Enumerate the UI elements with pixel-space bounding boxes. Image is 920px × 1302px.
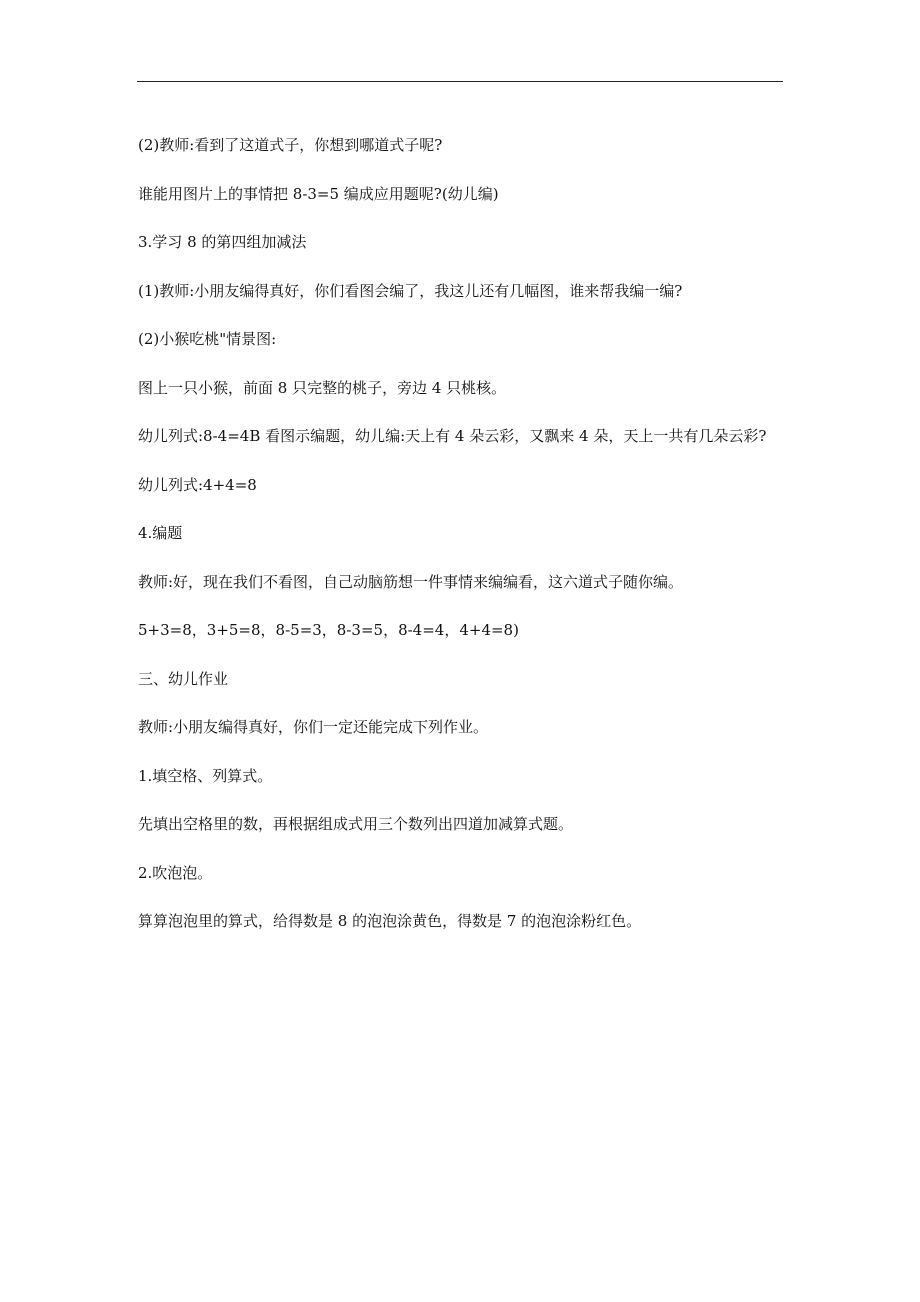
- paragraph-line: 教师:小朋友编得真好，你们一定还能完成下列作业。: [138, 718, 489, 736]
- paragraph-line: 算算泡泡里的算式，给得数是 8 的泡泡涂黄色，得数是 7 的泡泡涂粉红色。: [138, 912, 642, 930]
- paragraph-line: (1)教师:小朋友编得真好，你们看图会编了，我这儿还有几幅图，谁来帮我编一编?: [138, 281, 683, 300]
- paragraph-line: 5+3=8，3+5=8，8-5=3，8-3=5，8-4=4，4+4=8): [138, 621, 519, 639]
- paragraph-line: (2)小猴吃桃"情景图:: [138, 330, 277, 348]
- section-heading: 1.填空格、列算式。: [138, 766, 273, 785]
- section-heading: 2.吹泡泡。: [138, 863, 213, 882]
- paragraph-line: (2)教师:看到了这道式子，你想到哪道式子呢?: [138, 136, 443, 154]
- paragraph-line: 教师:好，现在我们不看图，自己动脑筋想一件事情来编编看，这六道式子随你编。: [138, 572, 684, 591]
- document-body: [138, 134, 798, 959]
- paragraph-line: 幼儿列式:4+4=8: [138, 475, 257, 494]
- section-heading: 4.编题: [138, 524, 183, 542]
- section-heading: 三、幼儿作业: [138, 669, 229, 688]
- paragraph-line: 谁能用图片上的事情把 8-3=5 编成应用题呢?(幼儿编): [138, 184, 499, 203]
- paragraph-line: 先填出空格里的数，再根据组成式用三个数列出四道加减算式题。: [138, 815, 574, 833]
- header-rule: [137, 81, 783, 82]
- section-heading: 3.学习 8 的第四组加减法: [138, 233, 307, 251]
- paragraph-line: 图上一只小猴，前面 8 只完整的桃子，旁边 4 只桃核。: [138, 378, 507, 397]
- paragraph-line: 幼儿列式:8-4=4B 看图示编题，幼儿编:天上有 4 朵云彩，又飘来 4 朵，天上一共有几朵云彩?: [138, 427, 767, 445]
